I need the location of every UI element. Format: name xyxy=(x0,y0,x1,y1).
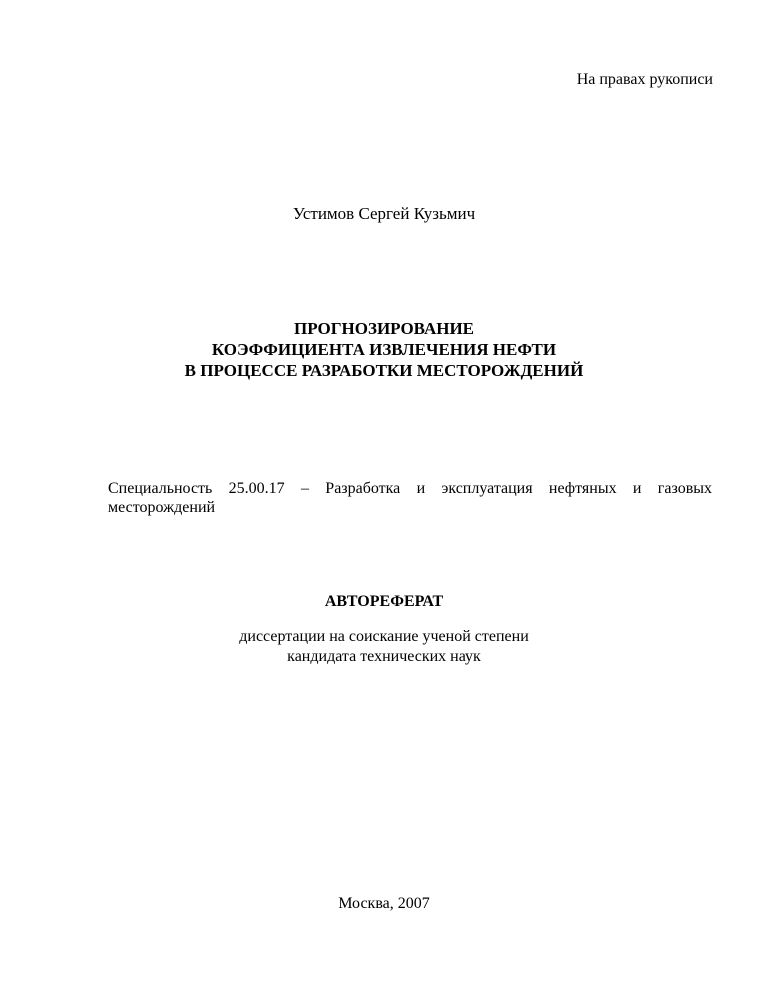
manuscript-note: На правах рукописи xyxy=(576,71,713,88)
thesis-title-line: В ПРОЦЕССЕ РАЗРАБОТКИ МЕСТОРОЖДЕНИЙ xyxy=(184,361,584,380)
thesis-title xyxy=(0,318,768,381)
specialty-statement xyxy=(108,479,712,517)
purpose-line: диссертации на соискание ученой степени xyxy=(239,628,529,645)
dissertation-purpose xyxy=(0,627,768,667)
purpose-line: кандидата технических наук xyxy=(287,648,481,665)
thesis-title-line: ПРОГНОЗИРОВАНИЕ xyxy=(293,319,475,338)
specialty-line: Специальность 25.00.17 – Разработка и эксплуатация нефтяных и газовых xyxy=(108,480,712,497)
specialty-line: месторождений xyxy=(108,499,216,516)
place-year: Москва, 2007 xyxy=(338,895,430,912)
document-type: АВТОРЕФЕРАТ xyxy=(324,593,444,610)
author-name: Устимов Сергей Кузьмич xyxy=(292,204,476,223)
thesis-title-line: КОЭФФИЦИЕНТА ИЗВЛЕЧЕНИЯ НЕФТИ xyxy=(211,340,557,359)
